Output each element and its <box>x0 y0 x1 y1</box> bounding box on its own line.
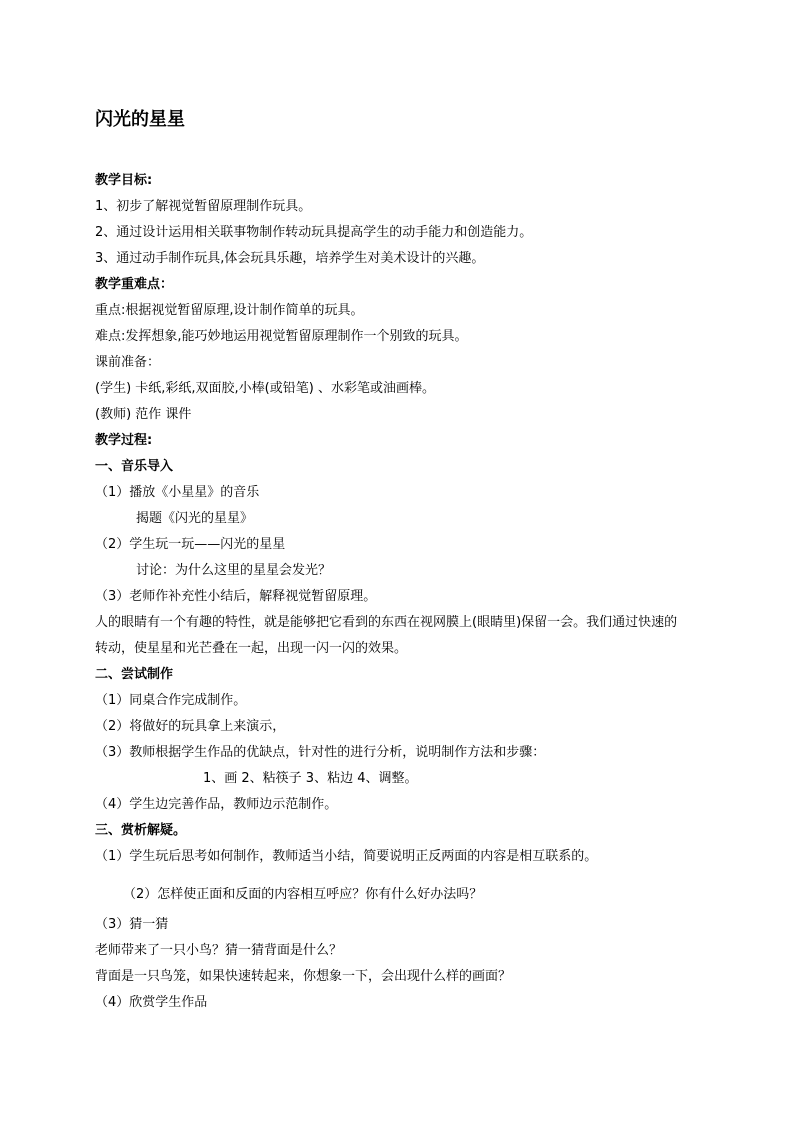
difficulty-text: 难点:发挥想象,能巧妙地运用视觉暂留原理制作一个别致的玩具。 <box>95 329 468 344</box>
student-preparation: (学生) 卡纸,彩纸,双面胶,小棒(或铅笔) 、水彩笔或油画棒。 <box>95 381 435 396</box>
step-item: （4）学生边完善作品，教师边示范制作。 <box>95 797 338 812</box>
step-heading-music-intro: 一、音乐导入 <box>95 459 174 474</box>
step-item: （4）欣赏学生作品 <box>95 995 208 1010</box>
section-heading-objectives: 教学目标: <box>95 173 153 188</box>
step-item: （3）教师根据学生作品的优缺点，针对性的进行分析，说明制作方法和步骤： <box>95 745 546 760</box>
paragraph-line: 转动，使星星和光芒叠在一起，出现一闪一闪的效果。 <box>95 641 408 656</box>
step-item: （2）学生玩一玩——闪光的星星 <box>95 537 286 552</box>
section-heading-process: 教学过程: <box>95 433 153 448</box>
paragraph-line: 老师带来了一只小鸟？猜一猜背面是什么？ <box>95 943 343 958</box>
teacher-preparation: (教师) 范作 课件 <box>95 407 192 422</box>
key-point-text: 重点:根据视觉暂留原理,设计制作简单的玩具。 <box>95 303 364 318</box>
objective-item: 3、通过动手制作玩具,体会玩具乐趣，培养学生对美术设计的兴趣。 <box>95 251 485 266</box>
step-item: （1）播放《小星星》的音乐 <box>95 485 260 500</box>
step-subitem: 讨论：为什么这里的星星会发光？ <box>136 563 332 578</box>
step-item: （1）学生玩后思考如何制作，教师适当小结，简要说明正反两面的内容是相互联系的。 <box>95 849 598 864</box>
step-item: （1）同桌合作完成制作。 <box>95 693 247 708</box>
section-heading-preparation: 课前准备： <box>95 355 161 370</box>
step-item: （3）老师作补充性小结后，解释视觉暂留原理。 <box>95 589 377 604</box>
step-heading-try-making: 二、尝试制作 <box>95 667 174 682</box>
objective-item: 1、初步了解视觉暂留原理制作玩具。 <box>95 199 312 214</box>
step-item: （3）猜一猜 <box>95 917 169 932</box>
objective-item: 2、通过设计运用相关联事物制作转动玩具提高学生的动手能力和创造能力。 <box>95 225 533 240</box>
making-steps: 1、画 2、粘筷子 3、粘边 4、调整。 <box>203 771 418 786</box>
section-heading-key-points: 教学重难点： <box>95 277 174 292</box>
document-title: 闪光的星星 <box>95 109 185 130</box>
paragraph-line: 背面是一只鸟笼，如果快速转起来，你想象一下，会出现什么样的画面？ <box>95 969 512 984</box>
step-subitem: 揭题《闪光的星星》 <box>136 511 254 526</box>
step-item: （2）将做好的玩具拿上来演示， <box>95 719 286 734</box>
paragraph-line: 人的眼睛有一个有趣的特性，就是能够把它看到的东西在视网膜上(眼睛里)保留一会。我们通过快速的 <box>95 615 678 630</box>
step-item: （2）怎样使正面和反面的内容相互呼应？你有什么好办法吗？ <box>123 887 483 902</box>
step-heading-appreciation: 三、赏析解疑。 <box>95 823 187 838</box>
